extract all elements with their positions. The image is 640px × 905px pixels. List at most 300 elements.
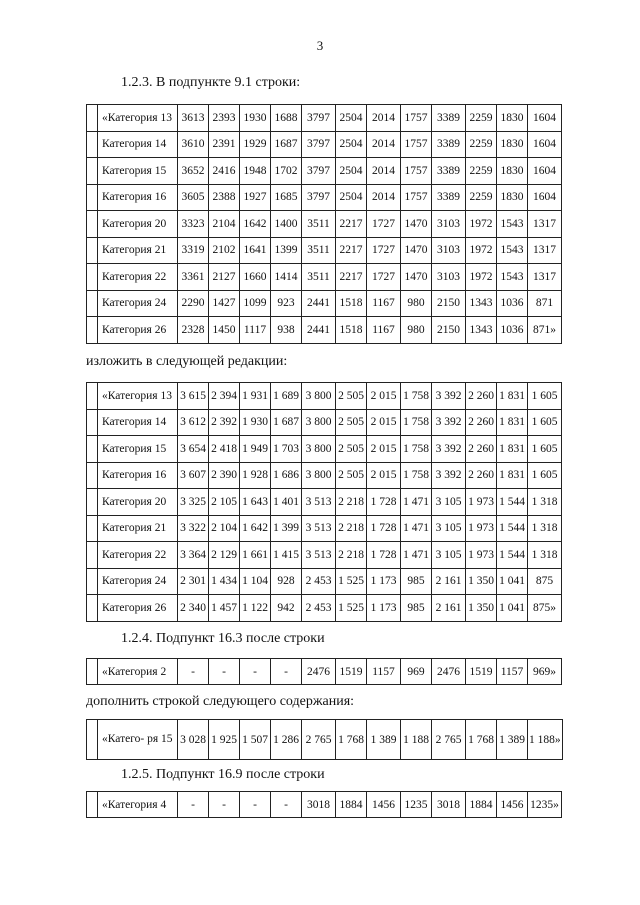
category-label-cell: Категория 20: [98, 211, 178, 238]
value-cell: 3511: [302, 237, 336, 264]
value-cell: 2 218: [336, 515, 367, 542]
value-cell: 3511: [302, 211, 336, 238]
row-margin-cell: [87, 542, 98, 569]
row-margin-cell: [87, 184, 98, 211]
category-label-cell: Категория 14: [98, 131, 178, 158]
value-cell: 985: [401, 595, 432, 622]
value-cell: -: [240, 792, 271, 818]
value-cell: 3511: [302, 264, 336, 291]
category-2-row-table: [86, 658, 562, 685]
table-row: [87, 659, 562, 685]
value-cell: 2 104: [209, 515, 240, 542]
value-cell: 3652: [178, 158, 209, 185]
value-cell: 1317: [528, 211, 562, 238]
value-cell: 1884: [336, 792, 367, 818]
value-cell: 2 505: [336, 383, 367, 410]
value-cell: 2504: [336, 131, 367, 158]
section-1-2-5-heading: 1.2.5. Подпункт 16.9 после строки: [121, 767, 325, 782]
value-cell: 3797: [302, 184, 336, 211]
value-cell: 1727: [367, 264, 401, 291]
value-cell: 3389: [432, 105, 466, 132]
category-label-cell: Категория 22: [98, 264, 178, 291]
value-cell: 1 973: [466, 542, 497, 569]
category-label-cell: Категория 26: [98, 595, 178, 622]
value-cell: 1 605: [528, 383, 562, 410]
value-cell: 1 605: [528, 462, 562, 489]
value-cell: 1972: [466, 211, 497, 238]
value-cell: 2259: [466, 184, 497, 211]
value-cell: 2476: [432, 659, 466, 685]
value-cell: 1727: [367, 211, 401, 238]
replace-instruction: изложить в следующей редакции:: [86, 354, 288, 369]
value-cell: 1235»: [528, 792, 562, 818]
table-row: [87, 792, 562, 818]
value-cell: 3797: [302, 131, 336, 158]
value-cell: 1727: [367, 237, 401, 264]
value-cell: 2014: [367, 158, 401, 185]
value-cell: 1 188: [401, 720, 432, 760]
table-row: [87, 105, 562, 132]
value-cell: 2 394: [209, 383, 240, 410]
value-cell: 1 544: [497, 542, 528, 569]
value-cell: 1036: [497, 290, 528, 317]
value-cell: 1 758: [401, 409, 432, 436]
table-row: [87, 264, 562, 291]
value-cell: 980: [401, 317, 432, 344]
value-cell: 1604: [528, 131, 562, 158]
value-cell: 1930: [240, 105, 271, 132]
value-cell: 3 607: [178, 462, 209, 489]
value-cell: 1 544: [497, 515, 528, 542]
table-row: [87, 383, 562, 410]
row-margin-cell: [87, 105, 98, 132]
value-cell: 1 687: [271, 409, 302, 436]
category-15-row-table: [86, 719, 563, 760]
value-cell: 1 471: [401, 542, 432, 569]
value-cell: 1317: [528, 264, 562, 291]
value-cell: 1518: [336, 317, 367, 344]
value-cell: 1 415: [271, 542, 302, 569]
value-cell: 1 173: [367, 595, 401, 622]
value-cell: 969»: [528, 659, 562, 685]
row-margin-cell: [87, 720, 98, 760]
value-cell: 3 800: [302, 462, 336, 489]
value-cell: 1317: [528, 237, 562, 264]
category-label-cell: Категория 24: [98, 568, 178, 595]
value-cell: 871: [528, 290, 562, 317]
value-cell: 1400: [271, 211, 302, 238]
value-cell: 1830: [497, 105, 528, 132]
value-cell: 1343: [466, 290, 497, 317]
value-cell: 3610: [178, 131, 209, 158]
value-cell: 2014: [367, 131, 401, 158]
value-cell: 1 642: [240, 515, 271, 542]
category-label-cell: «Категория 13: [98, 383, 178, 410]
value-cell: 1687: [271, 131, 302, 158]
table-row: [87, 436, 562, 463]
value-cell: 3389: [432, 184, 466, 211]
value-cell: 2 218: [336, 542, 367, 569]
row-margin-cell: [87, 158, 98, 185]
value-cell: 1 728: [367, 489, 401, 516]
value-cell: 875: [528, 568, 562, 595]
value-cell: 1 507: [240, 720, 271, 760]
row-margin-cell: [87, 317, 98, 344]
value-cell: 2393: [209, 105, 240, 132]
value-cell: -: [209, 659, 240, 685]
table-row: [87, 131, 562, 158]
row-margin-cell: [87, 237, 98, 264]
value-cell: 985: [401, 568, 432, 595]
table-row: [87, 184, 562, 211]
value-cell: 3389: [432, 158, 466, 185]
category-label-cell: Категория 15: [98, 158, 178, 185]
table-row: [87, 720, 563, 760]
value-cell: 1343: [466, 317, 497, 344]
value-cell: 1 728: [367, 515, 401, 542]
value-cell: 1 973: [466, 489, 497, 516]
value-cell: 1 686: [271, 462, 302, 489]
value-cell: 1948: [240, 158, 271, 185]
category-label-cell: Категория 26: [98, 317, 178, 344]
value-cell: 1 605: [528, 436, 562, 463]
value-cell: 1456: [367, 792, 401, 818]
row-margin-cell: [87, 131, 98, 158]
value-cell: 2504: [336, 105, 367, 132]
value-cell: 1117: [240, 317, 271, 344]
value-cell: 1 930: [240, 409, 271, 436]
value-cell: 2259: [466, 158, 497, 185]
value-cell: 1235: [401, 792, 432, 818]
table-row: [87, 542, 562, 569]
row-margin-cell: [87, 489, 98, 516]
category-label-cell: «Категория 2: [98, 659, 178, 685]
category-label-cell: Категория 16: [98, 184, 178, 211]
value-cell: 2217: [336, 237, 367, 264]
value-cell: 1660: [240, 264, 271, 291]
value-cell: 1604: [528, 105, 562, 132]
value-cell: 1167: [367, 317, 401, 344]
value-cell: 2391: [209, 131, 240, 158]
row-margin-cell: [87, 409, 98, 436]
value-cell: 1927: [240, 184, 271, 211]
value-cell: 1 758: [401, 383, 432, 410]
value-cell: 1414: [271, 264, 302, 291]
value-cell: 3 513: [302, 515, 336, 542]
value-cell: 3 800: [302, 409, 336, 436]
value-cell: 1 525: [336, 595, 367, 622]
value-cell: -: [271, 659, 302, 685]
table-row: [87, 595, 562, 622]
value-cell: 2 015: [367, 436, 401, 463]
value-cell: 2150: [432, 290, 466, 317]
value-cell: 1 318: [528, 542, 562, 569]
value-cell: 2 505: [336, 436, 367, 463]
value-cell: -: [209, 792, 240, 818]
value-cell: 942: [271, 595, 302, 622]
row-margin-cell: [87, 568, 98, 595]
value-cell: 1 350: [466, 595, 497, 622]
value-cell: 2 765: [432, 720, 466, 760]
table-row: [87, 515, 562, 542]
value-cell: 3018: [432, 792, 466, 818]
value-cell: 2 765: [302, 720, 336, 760]
value-cell: 871»: [528, 317, 562, 344]
table-row: [87, 317, 562, 344]
value-cell: 1 831: [497, 409, 528, 436]
value-cell: 3103: [432, 237, 466, 264]
value-cell: 3389: [432, 131, 466, 158]
value-cell: 2 260: [466, 383, 497, 410]
value-cell: 1 122: [240, 595, 271, 622]
category-label-cell: Категория 15: [98, 436, 178, 463]
row-margin-cell: [87, 462, 98, 489]
value-cell: 3605: [178, 184, 209, 211]
value-cell: 3 392: [432, 436, 466, 463]
value-cell: 1 389: [497, 720, 528, 760]
value-cell: 875»: [528, 595, 562, 622]
row-margin-cell: [87, 436, 98, 463]
value-cell: -: [271, 792, 302, 818]
value-cell: 1399: [271, 237, 302, 264]
value-cell: 1 188»: [528, 720, 563, 760]
value-cell: 3613: [178, 105, 209, 132]
value-cell: 969: [401, 659, 432, 685]
value-cell: 1757: [401, 131, 432, 158]
value-cell: 1 768: [336, 720, 367, 760]
value-cell: 3103: [432, 264, 466, 291]
value-cell: 1 286: [271, 720, 302, 760]
value-cell: 1702: [271, 158, 302, 185]
value-cell: 1685: [271, 184, 302, 211]
value-cell: 1830: [497, 158, 528, 185]
value-cell: 1 928: [240, 462, 271, 489]
value-cell: 1 605: [528, 409, 562, 436]
value-cell: 3 105: [432, 542, 466, 569]
value-cell: 2388: [209, 184, 240, 211]
value-cell: 1 831: [497, 436, 528, 463]
category-label-cell: «Категория 13: [98, 105, 178, 132]
value-cell: 1519: [466, 659, 497, 685]
value-cell: 2416: [209, 158, 240, 185]
value-cell: 1 104: [240, 568, 271, 595]
value-cell: 3 028: [178, 720, 209, 760]
value-cell: 2504: [336, 158, 367, 185]
value-cell: 3 322: [178, 515, 209, 542]
section-1-2-4-heading: 1.2.4. Подпункт 16.3 после строки: [121, 631, 325, 646]
value-cell: 3797: [302, 158, 336, 185]
value-cell: 1 457: [209, 595, 240, 622]
table-row: [87, 462, 562, 489]
value-cell: 1 925: [209, 720, 240, 760]
row-margin-cell: [87, 264, 98, 291]
value-cell: 2102: [209, 237, 240, 264]
value-cell: -: [240, 659, 271, 685]
value-cell: 2104: [209, 211, 240, 238]
value-cell: 1 401: [271, 489, 302, 516]
category-label-cell: Категория 22: [98, 542, 178, 569]
value-cell: 3323: [178, 211, 209, 238]
value-cell: 3 392: [432, 462, 466, 489]
value-cell: -: [178, 659, 209, 685]
value-cell: 1 643: [240, 489, 271, 516]
category-label-cell: Категория 14: [98, 409, 178, 436]
value-cell: 3 392: [432, 409, 466, 436]
value-cell: 1 949: [240, 436, 271, 463]
category-label-cell: Категория 20: [98, 489, 178, 516]
value-cell: 1830: [497, 184, 528, 211]
value-cell: 2 260: [466, 409, 497, 436]
value-cell: 2 015: [367, 383, 401, 410]
value-cell: 1 831: [497, 383, 528, 410]
value-cell: 1519: [336, 659, 367, 685]
category-4-row-table: [86, 791, 562, 818]
category-label-cell: Категория 24: [98, 290, 178, 317]
value-cell: 2290: [178, 290, 209, 317]
value-cell: 1450: [209, 317, 240, 344]
value-cell: 2 218: [336, 489, 367, 516]
table-row: [87, 568, 562, 595]
value-cell: 1757: [401, 184, 432, 211]
value-cell: 2014: [367, 105, 401, 132]
value-cell: 1642: [240, 211, 271, 238]
value-cell: 1 703: [271, 436, 302, 463]
value-cell: 1167: [367, 290, 401, 317]
value-cell: -: [178, 792, 209, 818]
value-cell: 2441: [302, 317, 336, 344]
row-margin-cell: [87, 595, 98, 622]
value-cell: 3 513: [302, 542, 336, 569]
value-cell: 2014: [367, 184, 401, 211]
value-cell: 1 758: [401, 462, 432, 489]
old-values-table: [86, 104, 562, 344]
value-cell: 1 173: [367, 568, 401, 595]
value-cell: 1 544: [497, 489, 528, 516]
value-cell: 3797: [302, 105, 336, 132]
value-cell: 2 129: [209, 542, 240, 569]
table-row: [87, 158, 562, 185]
value-cell: 3 105: [432, 515, 466, 542]
value-cell: 1 728: [367, 542, 401, 569]
value-cell: 1929: [240, 131, 271, 158]
value-cell: 2150: [432, 317, 466, 344]
value-cell: 1456: [497, 792, 528, 818]
value-cell: 1099: [240, 290, 271, 317]
value-cell: 923: [271, 290, 302, 317]
category-label-cell: Категория 21: [98, 237, 178, 264]
value-cell: 3 513: [302, 489, 336, 516]
add-row-instruction: дополнить строкой следующего содержания:: [86, 694, 355, 709]
category-label-cell: Категория 21: [98, 515, 178, 542]
value-cell: 2 453: [302, 568, 336, 595]
value-cell: 3 392: [432, 383, 466, 410]
table-row: [87, 237, 562, 264]
row-margin-cell: [87, 792, 98, 818]
row-margin-cell: [87, 211, 98, 238]
value-cell: 3361: [178, 264, 209, 291]
value-cell: 1 318: [528, 515, 562, 542]
value-cell: 2 260: [466, 462, 497, 489]
row-margin-cell: [87, 515, 98, 542]
value-cell: 1470: [401, 211, 432, 238]
value-cell: 3018: [302, 792, 336, 818]
value-cell: 1470: [401, 237, 432, 264]
value-cell: 1157: [367, 659, 401, 685]
value-cell: 1604: [528, 158, 562, 185]
value-cell: 1 471: [401, 515, 432, 542]
table-row: [87, 290, 562, 317]
value-cell: 1 350: [466, 568, 497, 595]
row-margin-cell: [87, 659, 98, 685]
value-cell: 2127: [209, 264, 240, 291]
value-cell: 1470: [401, 264, 432, 291]
new-values-table: [86, 382, 562, 622]
value-cell: 2 340: [178, 595, 209, 622]
value-cell: 2441: [302, 290, 336, 317]
value-cell: 2476: [302, 659, 336, 685]
value-cell: 2 260: [466, 436, 497, 463]
table-row: [87, 211, 562, 238]
table-row: [87, 489, 562, 516]
value-cell: 2 301: [178, 568, 209, 595]
value-cell: 3 325: [178, 489, 209, 516]
value-cell: 2 161: [432, 595, 466, 622]
value-cell: 2328: [178, 317, 209, 344]
value-cell: 2217: [336, 211, 367, 238]
value-cell: 2 505: [336, 409, 367, 436]
value-cell: 1 389: [367, 720, 401, 760]
value-cell: 1641: [240, 237, 271, 264]
value-cell: 2 105: [209, 489, 240, 516]
value-cell: 3319: [178, 237, 209, 264]
value-cell: 1 525: [336, 568, 367, 595]
value-cell: 1 434: [209, 568, 240, 595]
value-cell: 1 689: [271, 383, 302, 410]
table-row: [87, 409, 562, 436]
value-cell: 1427: [209, 290, 240, 317]
value-cell: 3 364: [178, 542, 209, 569]
value-cell: 1830: [497, 131, 528, 158]
value-cell: 1 318: [528, 489, 562, 516]
value-cell: 2259: [466, 105, 497, 132]
value-cell: 938: [271, 317, 302, 344]
value-cell: 2 453: [302, 595, 336, 622]
value-cell: 3103: [432, 211, 466, 238]
value-cell: 1757: [401, 158, 432, 185]
value-cell: 1 831: [497, 462, 528, 489]
value-cell: 980: [401, 290, 432, 317]
value-cell: 1 471: [401, 489, 432, 516]
value-cell: 3 800: [302, 436, 336, 463]
value-cell: 2 161: [432, 568, 466, 595]
value-cell: 3 654: [178, 436, 209, 463]
value-cell: 2 015: [367, 462, 401, 489]
value-cell: 3 800: [302, 383, 336, 410]
value-cell: 3 615: [178, 383, 209, 410]
value-cell: 1972: [466, 237, 497, 264]
value-cell: 1036: [497, 317, 528, 344]
section-1-2-3-heading: 1.2.3. В подпункте 9.1 строки:: [121, 75, 301, 90]
value-cell: 1 041: [497, 595, 528, 622]
value-cell: 1 931: [240, 383, 271, 410]
value-cell: 1 758: [401, 436, 432, 463]
value-cell: 2 418: [209, 436, 240, 463]
value-cell: 1518: [336, 290, 367, 317]
category-label-cell: «Категория 4: [98, 792, 178, 818]
value-cell: 1884: [466, 792, 497, 818]
value-cell: 2 015: [367, 409, 401, 436]
category-label-cell: «Катего- ря 15: [98, 720, 178, 760]
